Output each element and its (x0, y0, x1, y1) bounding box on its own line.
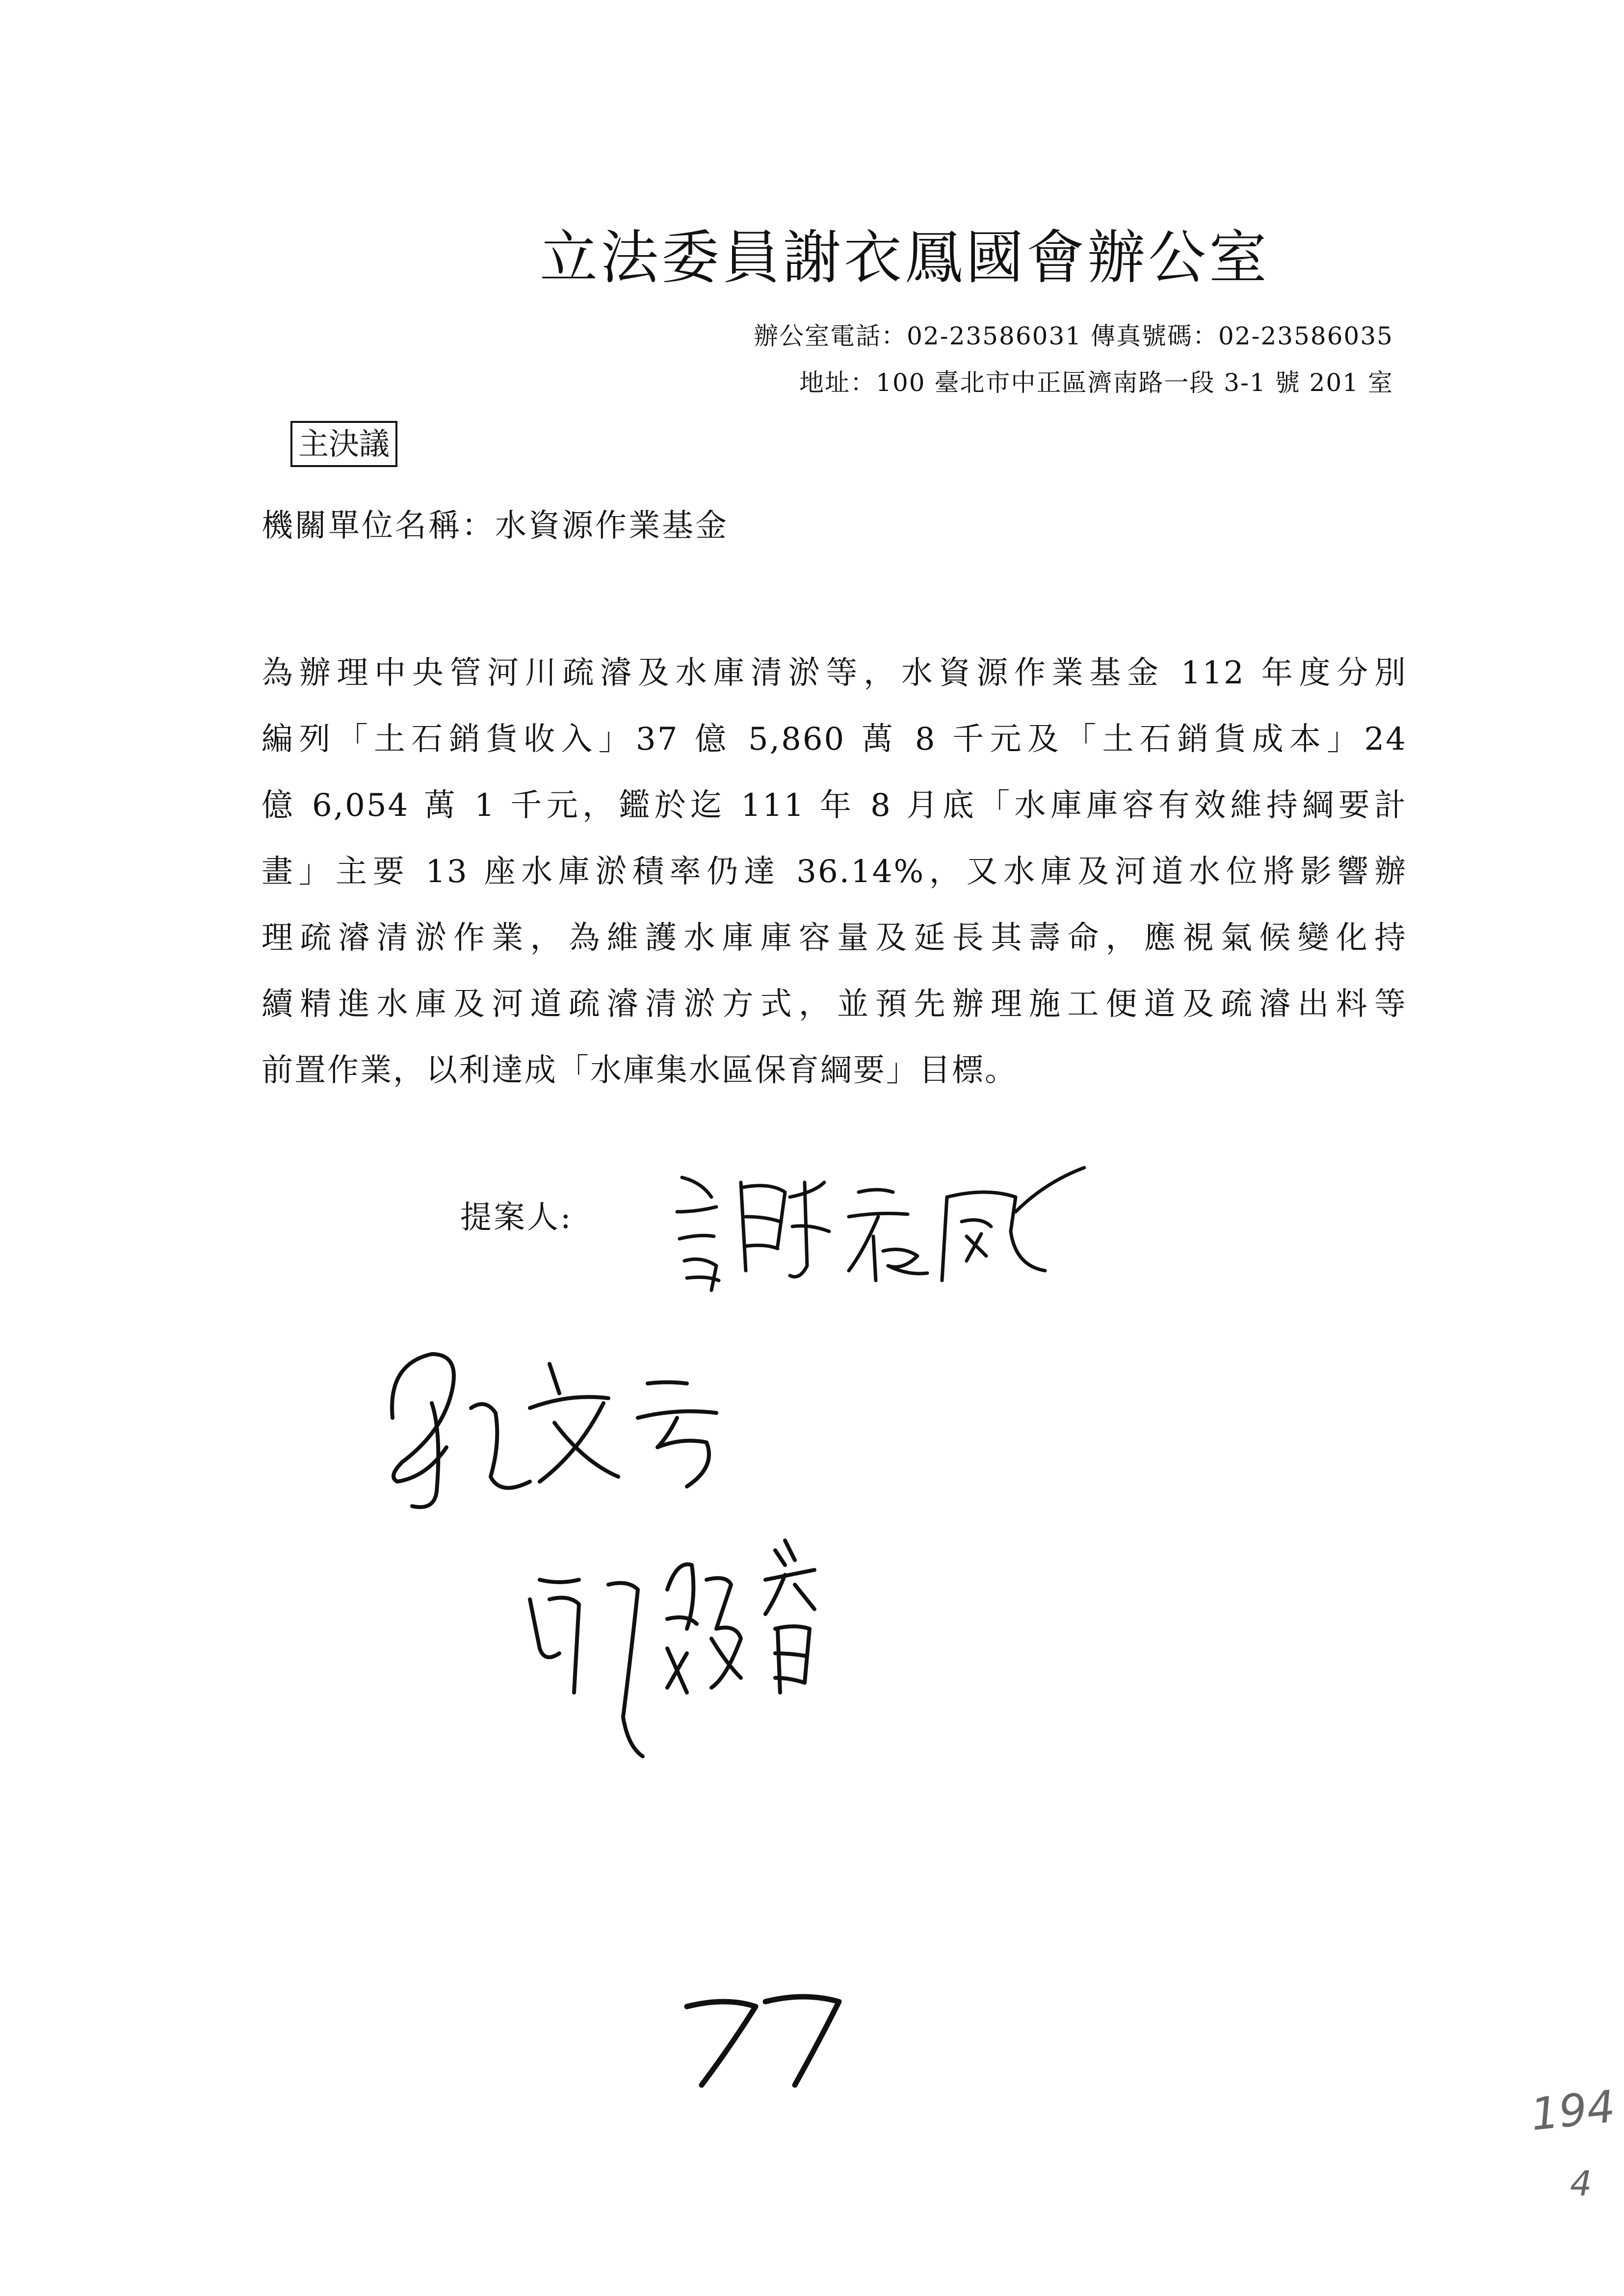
proposer-label: 提案人: (460, 1200, 573, 1236)
office-title: 立法委員謝衣鳳國會辦公室 (540, 224, 1270, 291)
body-line: 為辦理中央管河川疏濬及水庫清淤等，水資源作業基金 112 年度分別 (262, 655, 1407, 691)
body-line: 前置作業，以利達成「水庫集水區保育綱要」目標。 (262, 1052, 1018, 1089)
agency-name: 機關單位名稱：水資源作業基金 (262, 508, 729, 544)
contact-phone-fax: 辦公室電話：02-23586031 傳真號碼：02-23586035 (754, 322, 1393, 350)
body-line: 畫」主要 13 座水庫淤積率仍達 36.14%，又水庫及河道水位將影響辦 (262, 854, 1407, 890)
signature-2 (373, 1334, 765, 1540)
handwritten-number (682, 1987, 849, 2100)
body-line: 理疏濬清淤作業，為維護水庫庫容量及延長其壽命，應視氣候變化持 (262, 920, 1407, 956)
body-line: 編列「土石銷貨收入」37 億 5,860 萬 8 千元及「土石銷貨成本」24 (262, 721, 1407, 757)
signature-3 (510, 1531, 883, 1805)
page-number-mark: 194 (1528, 2081, 1618, 2141)
body-line: 續精進水庫及河道疏濬清淤方式，並預先辦理施工便道及疏濬出料等 (262, 986, 1407, 1022)
contact-address: 地址：100 臺北市中正區濟南路一段 3-1 號 201 室 (799, 368, 1393, 397)
resolution-type-badge: 主決議 (290, 421, 397, 467)
page-sub-mark: 4 (1570, 2164, 1592, 2204)
body-line: 億 6,054 萬 1 千元，鑑於迄 111 年 8 月底「水庫庫容有效維持綱要計 (262, 787, 1407, 824)
signature-1 (672, 1153, 1094, 1320)
